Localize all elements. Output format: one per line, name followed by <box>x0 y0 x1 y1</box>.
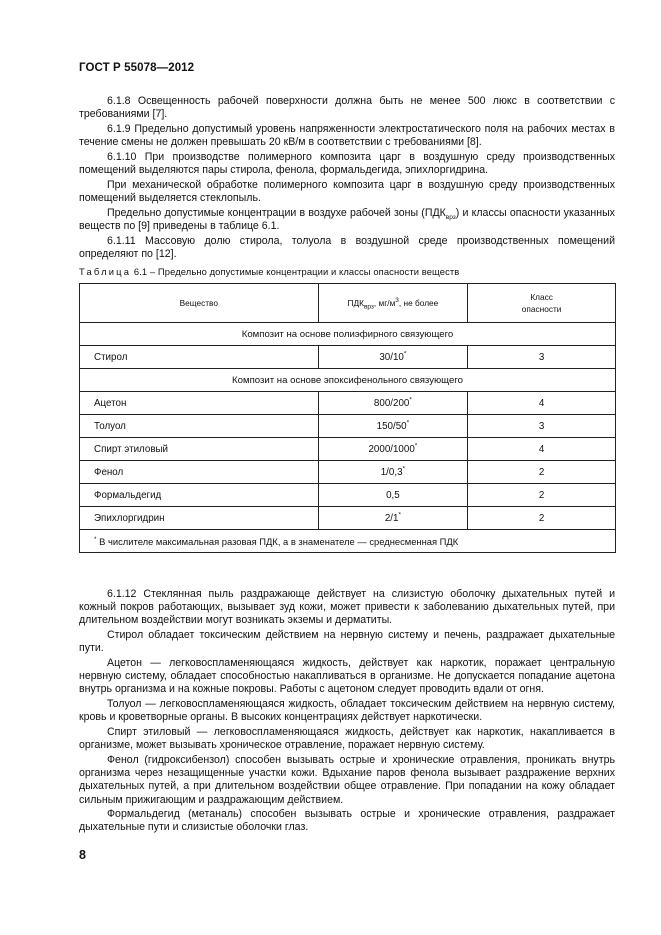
pdk-value: 30/10* <box>318 346 468 369</box>
paragraph-6-1-11: 6.1.11 Массовую долю стирола, толуола в воздушной среде производственных помещений определяют по [12]. <box>79 234 615 260</box>
paragraph-toluene: Толуол — легковоспламеняющаяся жидкость, обладает токсическим действием на нервную систему, кровь и кроветворные органы. В высоких концентрациях действует наркотически. <box>79 698 615 724</box>
table-row <box>80 415 616 438</box>
table-footnote <box>80 530 616 553</box>
hazard-class: 4 <box>468 392 616 415</box>
paragraph-6-1-9: 6.1.9 Предельно допустимый уровень напряженности электростатического поля на рабочих местах в течение смены не должен превышать 20 кВ/м в соответствии с требованиями [8]. <box>79 122 615 149</box>
paragraph-phenol: Фенол (гидроксибензол) способен вызывать острые и хронические отравления, проникать внутрь организма через незащищенные участки кожи. Вдыхание паров фенола вызывает раздражение верхних дыхательных путей, а при длительном воздействии общее отравление. При попадании на кожу обладает сильным прижигающим и раздражающим действием. <box>79 753 615 806</box>
substance-name: Фенол <box>80 461 319 484</box>
substances-table <box>79 283 616 553</box>
hazard-class: 3 <box>468 346 616 369</box>
hazard-class: 4 <box>468 438 616 461</box>
table-row <box>80 484 616 507</box>
table-group-row <box>80 369 616 392</box>
paragraph-glass-dust: При механической обработке полимерного композита царг в воздушную среду производственных помещений выделяется стеклопыль. <box>79 178 615 204</box>
pdk-value: 0,5 <box>318 484 468 507</box>
paragraph-pdk <box>79 207 615 233</box>
pdk-footnote-mark: * <box>414 442 418 450</box>
pdk-footnote-mark: * <box>402 465 406 473</box>
table-caption-rest: 6.1 – Предельно допустимые концентрации и классы опасности веществ <box>131 266 460 277</box>
substance-name: Формальдегид <box>80 484 319 507</box>
table-group-row <box>80 323 616 346</box>
pdk-text-before: Предельно допустимые концентрации в воздухе рабочей зоны (ПДК <box>107 206 446 219</box>
paragraph-6-1-12: 6.1.12 Стеклянная пыль раздражающе действует на слизистую оболочку дыхательных путей и кожный покров работающих, вызывает зуд кожи, может привести к заболеванию дыхательных путей, при длительном воздействии могут возникать экземы и дерматиты. <box>79 588 615 627</box>
substance-name: Эпихлоргидрин <box>80 507 319 530</box>
pdk-footnote-mark: * <box>406 419 410 427</box>
header-substance: Вещество <box>80 284 319 323</box>
hazard-class: 2 <box>468 507 616 530</box>
paragraph-6-1-8: 6.1.8 Освещенность рабочей поверхности должна быть не менее 500 люкс в соответствии с требованиями [7]. <box>79 95 615 121</box>
table-header-row <box>80 284 616 323</box>
pdk-footnote-mark: * <box>398 511 401 519</box>
group-epoxyphenol: Композит на основе эпоксифенольного связующего <box>80 369 616 392</box>
header-pdk: $ПДК_{врз}$, $мг/м^3$, не более <box>318 284 468 323</box>
hazard-class: 3 <box>468 415 616 438</box>
paragraph-ethanol: Спирт этиловый — легковоспламеняющаяся жидкость, действует как наркотик, накапливается в организме, может вызывать хроническое отравление, поражает нервную систему. <box>79 726 615 752</box>
pdk-value: 2/1* <box>318 507 468 530</box>
paragraph-formaldehyde: Формальдегид (метаналь) способен вызывать острые и хронические отравления, раздражает дыхательные пути и слизистые оболочки глаз. <box>79 808 615 834</box>
pdk-value: 2000/1000* <box>318 438 468 461</box>
table-row <box>80 461 616 484</box>
table-caption <box>79 266 459 277</box>
table-caption-prefix: Таблица <box>79 266 132 277</box>
table-row <box>80 392 616 415</box>
pdk-footnote-mark: * <box>409 396 412 404</box>
substance-name: Спирт этиловый <box>80 438 319 461</box>
pdk-value: 800/200* <box>318 392 468 415</box>
substance-name: Толуол <box>80 415 319 438</box>
bottom-section <box>79 588 615 835</box>
hazard-class: 2 <box>468 484 616 507</box>
table-footnote-row <box>80 530 616 553</box>
table-row <box>80 346 616 369</box>
top-section <box>79 95 615 261</box>
paragraph-styrene: Стирол обладает токсическим действием на нервную систему и печень, раздражает дыхательные пути. <box>79 629 615 655</box>
pdk-value: 150/50* <box>318 415 468 438</box>
table-row <box>80 507 616 530</box>
paragraph-6-1-10: 6.1.10 При производстве полимерного композита царг в воздушную среду производственных помещений выделяются пары стирола, фенола, формальдегида, эпихлоргидрина. <box>79 150 615 177</box>
pdk-subscript: врз <box>445 213 456 221</box>
substance-name: Стирол <box>80 346 319 369</box>
paragraph-acetone: Ацетон — легковоспламеняющаяся жидкость, действует как наркотик, поражает центральную нервную систему, обладает способностью накапливаться в организме. Не допускается попадание ацетона внутрь организма и на кожные покровы. Работы с ацетоном следует проводить вдали от огня. <box>79 657 615 696</box>
footnote-mark: * <box>94 535 97 543</box>
document-header: ГОСТ Р 55078—2012 <box>79 62 195 74</box>
group2-rows <box>80 392 616 530</box>
group1-rows <box>80 346 616 369</box>
page-number: 8 <box>79 848 86 862</box>
header-hazard-class: Класс опасности <box>468 284 616 323</box>
substance-name: Ацетон <box>80 392 319 415</box>
group-polyester: Композит на основе полиэфирного связующего <box>80 323 616 346</box>
footnote-text: В числителе максимальная разовая ПДК, а в знаменателе — среднесменная ПДК <box>96 535 459 547</box>
pdk-footnote-mark: * <box>403 350 407 358</box>
hazard-class: 2 <box>468 461 616 484</box>
pdk-value: 1/0,3* <box>318 461 468 484</box>
pdk-text-after: ) и классы опасности указанных веществ по [9] приведены в таблице 6.1. <box>79 206 615 232</box>
table-row <box>80 438 616 461</box>
